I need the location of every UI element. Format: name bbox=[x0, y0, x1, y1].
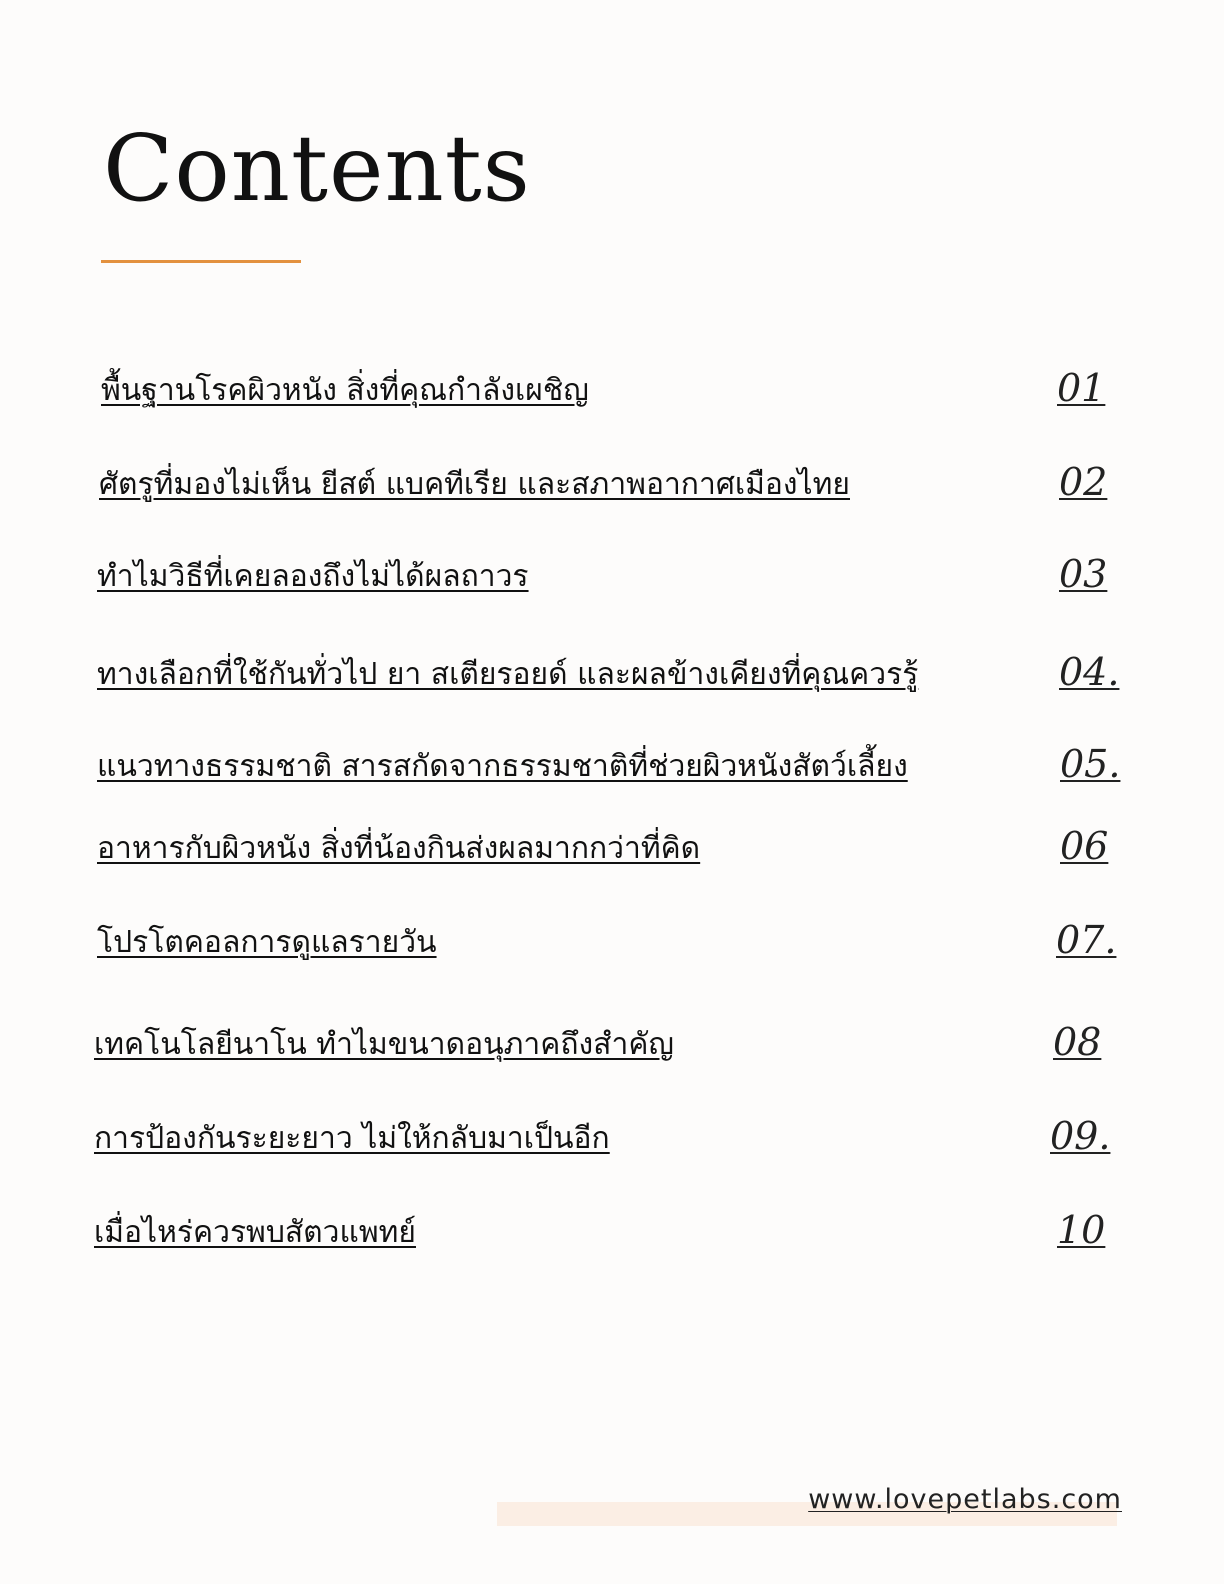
page-title: Contents bbox=[103, 115, 531, 222]
toc-item-07[interactable] bbox=[0, 910, 1224, 970]
toc-item-page-number: 03 bbox=[1059, 552, 1108, 596]
toc-item-10[interactable] bbox=[0, 1200, 1224, 1260]
toc-item-03[interactable] bbox=[0, 544, 1224, 604]
toc-item-page-number: 09. bbox=[1050, 1114, 1111, 1158]
toc-item-page-number: 01 bbox=[1057, 366, 1106, 410]
toc-item-page-number: 08 bbox=[1053, 1020, 1102, 1064]
toc-item-label: ศัตรูที่มองไม่เห็น ยีสต์ แบคทีเรีย และสภาพอากาศเมืองไทย bbox=[99, 467, 850, 502]
toc-item-02[interactable] bbox=[0, 452, 1224, 512]
toc-item-label: ทำไมวิธีที่เคยลองถึงไม่ได้ผลถาวร bbox=[97, 559, 529, 594]
toc-item-09[interactable] bbox=[0, 1106, 1224, 1166]
toc-item-label: แนวทางธรรมชาติ สารสกัดจากธรรมชาติที่ช่วยผิวหนังสัตว์เลี้ยง bbox=[97, 749, 908, 784]
toc-item-label: เทคโนโลยีนาโน ทำไมขนาดอนุภาคถึงสำคัญ bbox=[94, 1027, 674, 1062]
toc-item-05[interactable] bbox=[0, 734, 1224, 794]
toc-item-06[interactable] bbox=[0, 816, 1224, 876]
toc-item-01[interactable] bbox=[0, 358, 1224, 418]
toc-item-page-number: 04. bbox=[1059, 650, 1120, 694]
toc-item-page-number: 02 bbox=[1059, 460, 1108, 504]
toc-item-label: อาหารกับผิวหนัง สิ่งที่น้องกินส่งผลมากกว่าที่คิด bbox=[97, 831, 701, 866]
toc-item-label: โปรโตคอลการดูแลรายวัน bbox=[97, 925, 437, 960]
toc-item-label: พื้นฐานโรคผิวหนัง สิ่งที่คุณกำลังเผชิญ bbox=[101, 373, 589, 408]
title-divider bbox=[101, 260, 301, 263]
website-link[interactable]: www.lovepetlabs.com bbox=[808, 1484, 1122, 1515]
toc-item-page-number: 05. bbox=[1060, 742, 1121, 786]
toc-item-04[interactable] bbox=[0, 642, 1224, 702]
toc-item-page-number: 10 bbox=[1057, 1208, 1106, 1252]
toc-item-page-number: 06 bbox=[1060, 824, 1109, 868]
toc-item-label: เมื่อไหร่ควรพบสัตวแพทย์ bbox=[94, 1215, 416, 1250]
toc-item-label: ทางเลือกที่ใช้กันทั่วไป ยา สเตียรอยด์ และผลข้างเคียงที่คุณควรรู้ bbox=[97, 657, 919, 692]
toc-item-label: การป้องกันระยะยาว ไม่ให้กลับมาเป็นอีก bbox=[94, 1121, 610, 1156]
toc-item-page-number: 07. bbox=[1056, 918, 1117, 962]
toc-item-08[interactable] bbox=[0, 1012, 1224, 1072]
